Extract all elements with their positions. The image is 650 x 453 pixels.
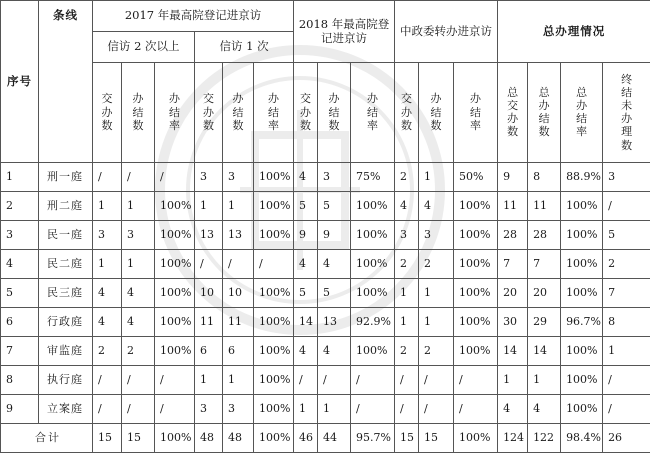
row-seq: 8 [1,366,39,395]
cell-zhengfa-banjie: 1 [419,279,454,308]
total-total-jiaoban: 124 [498,424,528,453]
cell-2017-two-plus-banjie: / [122,395,155,424]
cell-2018-jiaoban: 5 [294,279,318,308]
cell-total-banjie: 28 [528,221,561,250]
header-jiaoban: 交办数 [93,63,122,163]
cell-2018-jiaoban: 9 [294,221,318,250]
cell-unfinished: / [603,192,650,221]
cell-2017-two-plus-jiaoban: 1 [93,192,122,221]
cell-zhengfa-banjielv: 100% [454,192,498,221]
total-zhengfa-banjielv: 100% [454,424,498,453]
cell-2017-once-jiaoban: 11 [195,308,223,337]
cell-2017-two-plus-banjie: / [122,366,155,395]
cell-2017-once-banjie: 1 [223,366,254,395]
cell-2017-once-banjie: 3 [223,395,254,424]
cell-2017-once-banjielv: 100% [254,366,294,395]
total-2017-two-plus-banjie: 15 [122,424,155,453]
cell-2018-banjielv: 75% [351,163,395,192]
cell-2017-two-plus-banjie: / [122,163,155,192]
header-group-2018: 2018 年最高院登记进京访 [294,1,395,63]
cell-2017-two-plus-jiaoban: 4 [93,279,122,308]
cell-2018-jiaoban: 4 [294,250,318,279]
cell-2017-once-jiaoban: 1 [195,192,223,221]
cell-total-banjielv: 100% [561,395,603,424]
cell-2017-two-plus-banjie: 2 [122,337,155,366]
cell-zhengfa-jiaoban: / [395,366,419,395]
total-total-banjielv: 98.4% [561,424,603,453]
cell-2018-banjielv: 100% [351,279,395,308]
header-jiaoban: 交办数 [195,63,223,163]
row-seq: 6 [1,308,39,337]
cell-2017-once-jiaoban: 6 [195,337,223,366]
cell-2017-once-banjielv: 100% [254,308,294,337]
cell-2017-two-plus-banjielv: 100% [155,279,195,308]
cell-total-jiaoban: 1 [498,366,528,395]
total-zhengfa-jiaoban: 15 [395,424,419,453]
cell-unfinished: / [603,395,650,424]
header-banjielv: 办结率 [351,63,395,163]
cell-zhengfa-banjie: 1 [419,163,454,192]
cell-total-jiaoban: 14 [498,337,528,366]
row-seq: 2 [1,192,39,221]
row-line: 审监庭 [39,337,93,366]
row-seq: 1 [1,163,39,192]
total-label: 合计 [1,424,93,453]
cell-2018-jiaoban: / [294,366,318,395]
cell-zhengfa-banjielv: 50% [454,163,498,192]
cell-2017-once-jiaoban: 10 [195,279,223,308]
cell-2017-two-plus-banjie: 4 [122,308,155,337]
cell-total-banjie: 14 [528,337,561,366]
row-line: 民一庭 [39,221,93,250]
cell-2018-banjie: / [318,366,351,395]
cell-total-banjie: 11 [528,192,561,221]
cell-2017-two-plus-banjielv: / [155,366,195,395]
cell-total-banjielv: 100% [561,221,603,250]
cell-2018-banjie: 5 [318,192,351,221]
cell-total-banjie: 7 [528,250,561,279]
cell-2017-once-jiaoban: 3 [195,395,223,424]
cell-unfinished: 2 [603,250,650,279]
cell-2017-once-jiaoban: 1 [195,366,223,395]
cell-2017-two-plus-jiaoban: 2 [93,337,122,366]
table-row [1,308,650,337]
cell-total-banjielv: 100% [561,250,603,279]
total-2017-two-plus-jiaoban: 15 [93,424,122,453]
cell-2018-banjie: 1 [318,395,351,424]
total-2018-banjielv: 95.7% [351,424,395,453]
cell-2017-once-banjie: 1 [223,192,254,221]
header-banjie: 办结数 [419,63,454,163]
cell-2018-banjie: 4 [318,250,351,279]
cell-2018-jiaoban: 4 [294,163,318,192]
cell-2017-two-plus-banjie: 4 [122,279,155,308]
cell-2017-once-jiaoban: / [195,250,223,279]
table-row [1,395,650,424]
cell-2018-banjielv: 100% [351,192,395,221]
cell-zhengfa-jiaoban: 2 [395,337,419,366]
cell-2018-banjie: 4 [318,337,351,366]
cell-zhengfa-banjielv: 100% [454,279,498,308]
cell-2018-banjielv: / [351,366,395,395]
cell-zhengfa-banjie: / [419,395,454,424]
cell-total-banjielv: 88.9% [561,163,603,192]
cell-2018-jiaoban: 5 [294,192,318,221]
table-row [1,279,650,308]
cell-total-banjielv: 96.7% [561,308,603,337]
cell-2017-two-plus-banjie: 1 [122,192,155,221]
cell-zhengfa-banjielv: 100% [454,221,498,250]
cell-2017-two-plus-jiaoban: 1 [93,250,122,279]
table-row [1,366,650,395]
cell-2017-two-plus-jiaoban: / [93,163,122,192]
cell-zhengfa-banjie: / [419,366,454,395]
cell-2018-banjielv: 100% [351,250,395,279]
header-group-total: 总办理情况 [498,1,650,63]
cell-2017-once-banjielv: 100% [254,395,294,424]
cell-2017-once-banjielv: 100% [254,192,294,221]
cell-zhengfa-jiaoban: 2 [395,250,419,279]
total-zhengfa-banjie: 15 [419,424,454,453]
cell-zhengfa-banjie: 4 [419,192,454,221]
cell-zhengfa-banjielv: / [454,366,498,395]
cell-2017-once-banjielv: 100% [254,337,294,366]
total-2018-jiaoban: 46 [294,424,318,453]
cell-unfinished: 5 [603,221,650,250]
cell-zhengfa-jiaoban: 3 [395,221,419,250]
header-total-jiaoban: 总交办数 [498,63,528,163]
cell-zhengfa-banjielv: / [454,395,498,424]
cell-unfinished: 8 [603,308,650,337]
cell-total-banjie: 8 [528,163,561,192]
cell-2017-once-banjielv: 100% [254,163,294,192]
cell-2018-banjielv: 100% [351,337,395,366]
cell-2017-once-banjie: 13 [223,221,254,250]
cell-unfinished: 7 [603,279,650,308]
header-jiaoban: 交办数 [395,63,419,163]
cell-2017-once-banjielv: / [254,250,294,279]
cell-2018-banjie: 13 [318,308,351,337]
row-seq: 7 [1,337,39,366]
cell-2017-once-jiaoban: 3 [195,163,223,192]
cell-2017-two-plus-banjie: 1 [122,250,155,279]
cell-2017-once-banjie: 10 [223,279,254,308]
header-banjielv: 办结率 [454,63,498,163]
total-unfinished: 26 [603,424,650,453]
cell-2018-banjie: 3 [318,163,351,192]
cell-total-jiaoban: 20 [498,279,528,308]
cell-zhengfa-banjie: 3 [419,221,454,250]
cell-2018-jiaoban: 1 [294,395,318,424]
cell-zhengfa-jiaoban: 2 [395,163,419,192]
cell-2017-two-plus-jiaoban: 3 [93,221,122,250]
row-line: 执行庭 [39,366,93,395]
total-2017-once-banjie: 48 [223,424,254,453]
cell-2018-banjielv: 92.9% [351,308,395,337]
cell-2017-once-banjie: 6 [223,337,254,366]
header-unfinished: 终结未办理数 [603,63,650,163]
cell-zhengfa-jiaoban: / [395,395,419,424]
header-jiaoban: 交办数 [294,63,318,163]
cell-zhengfa-banjie: 1 [419,308,454,337]
cell-total-banjielv: 100% [561,366,603,395]
table-row [1,192,650,221]
cell-zhengfa-jiaoban: 1 [395,279,419,308]
cell-total-banjielv: 100% [561,192,603,221]
cell-2018-jiaoban: 4 [294,337,318,366]
cell-2017-once-banjielv: 100% [254,221,294,250]
cell-unfinished: / [603,366,650,395]
cell-2017-two-plus-jiaoban: / [93,395,122,424]
header-group-2017: 2017 年最高院登记进京访 [93,1,294,32]
row-seq: 3 [1,221,39,250]
row-seq: 9 [1,395,39,424]
cell-2017-once-banjie: 3 [223,163,254,192]
cell-total-jiaoban: 4 [498,395,528,424]
cell-2018-banjielv: 100% [351,221,395,250]
header-total-banjie: 总办结数 [528,63,561,163]
total-2018-banjie: 44 [318,424,351,453]
header-banjie: 办结数 [122,63,155,163]
cell-2018-jiaoban: 14 [294,308,318,337]
row-line: 民三庭 [39,279,93,308]
cell-zhengfa-banjielv: 100% [454,337,498,366]
cell-total-banjie: 1 [528,366,561,395]
cell-total-banjielv: 100% [561,337,603,366]
row-line: 民二庭 [39,250,93,279]
total-2017-once-jiaoban: 48 [195,424,223,453]
cell-2017-two-plus-jiaoban: / [93,366,122,395]
header-banjielv: 办结率 [254,63,294,163]
cell-zhengfa-banjielv: 100% [454,250,498,279]
total-2017-two-plus-banjielv: 100% [155,424,195,453]
cell-2018-banjie: 5 [318,279,351,308]
cell-total-jiaoban: 30 [498,308,528,337]
table-row [1,250,650,279]
table-row [1,221,650,250]
cell-2018-banjielv: / [351,395,395,424]
cell-2018-banjie: 9 [318,221,351,250]
cell-zhengfa-jiaoban: 1 [395,308,419,337]
cell-2017-two-plus-banjielv: 100% [155,337,195,366]
cell-2017-two-plus-jiaoban: 4 [93,308,122,337]
row-line: 立案庭 [39,395,93,424]
table-row [1,337,650,366]
cell-total-banjie: 4 [528,395,561,424]
header-group-zhengfa: 中政委转办进京访 [395,1,498,63]
cell-total-banjie: 20 [528,279,561,308]
cell-2017-once-banjie: 11 [223,308,254,337]
header-banjie: 办结数 [318,63,351,163]
header-total-banjielv: 总办结率 [561,63,603,163]
cell-2017-two-plus-banjielv: 100% [155,192,195,221]
cell-zhengfa-jiaoban: 4 [395,192,419,221]
cell-2017-two-plus-banjielv: 100% [155,308,195,337]
cell-total-banjie: 29 [528,308,561,337]
header-seq: 序号 [1,1,39,163]
cell-2017-two-plus-banjielv: 100% [155,250,195,279]
cell-2017-two-plus-banjielv: 100% [155,221,195,250]
cell-2017-two-plus-banjie: 3 [122,221,155,250]
header-2017-once: 信访 1 次 [195,32,294,63]
cell-unfinished: 3 [603,163,650,192]
cell-total-banjielv: 100% [561,279,603,308]
cell-zhengfa-banjielv: 100% [454,308,498,337]
header-2017-two-plus: 信访 2 次以上 [93,32,195,63]
row-seq: 4 [1,250,39,279]
cell-total-jiaoban: 7 [498,250,528,279]
cell-2017-once-banjie: / [223,250,254,279]
header-line: 条线 [39,1,93,163]
header-banjie: 办结数 [223,63,254,163]
row-line: 刑二庭 [39,192,93,221]
row-seq: 5 [1,279,39,308]
total-total-banjie: 122 [528,424,561,453]
row-line: 刑一庭 [39,163,93,192]
cell-total-jiaoban: 9 [498,163,528,192]
cell-total-jiaoban: 11 [498,192,528,221]
cell-2017-once-banjielv: 100% [254,279,294,308]
total-2017-once-banjielv: 100% [254,424,294,453]
header-banjielv: 办结率 [155,63,195,163]
row-line: 行政庭 [39,308,93,337]
cell-2017-two-plus-banjielv: / [155,395,195,424]
cell-total-jiaoban: 28 [498,221,528,250]
cell-zhengfa-banjie: 2 [419,250,454,279]
cell-2017-once-jiaoban: 13 [195,221,223,250]
cell-zhengfa-banjie: 2 [419,337,454,366]
cell-unfinished: 1 [603,337,650,366]
total-row [1,424,650,453]
table-row [1,163,650,192]
cell-2017-two-plus-banjielv: / [155,163,195,192]
